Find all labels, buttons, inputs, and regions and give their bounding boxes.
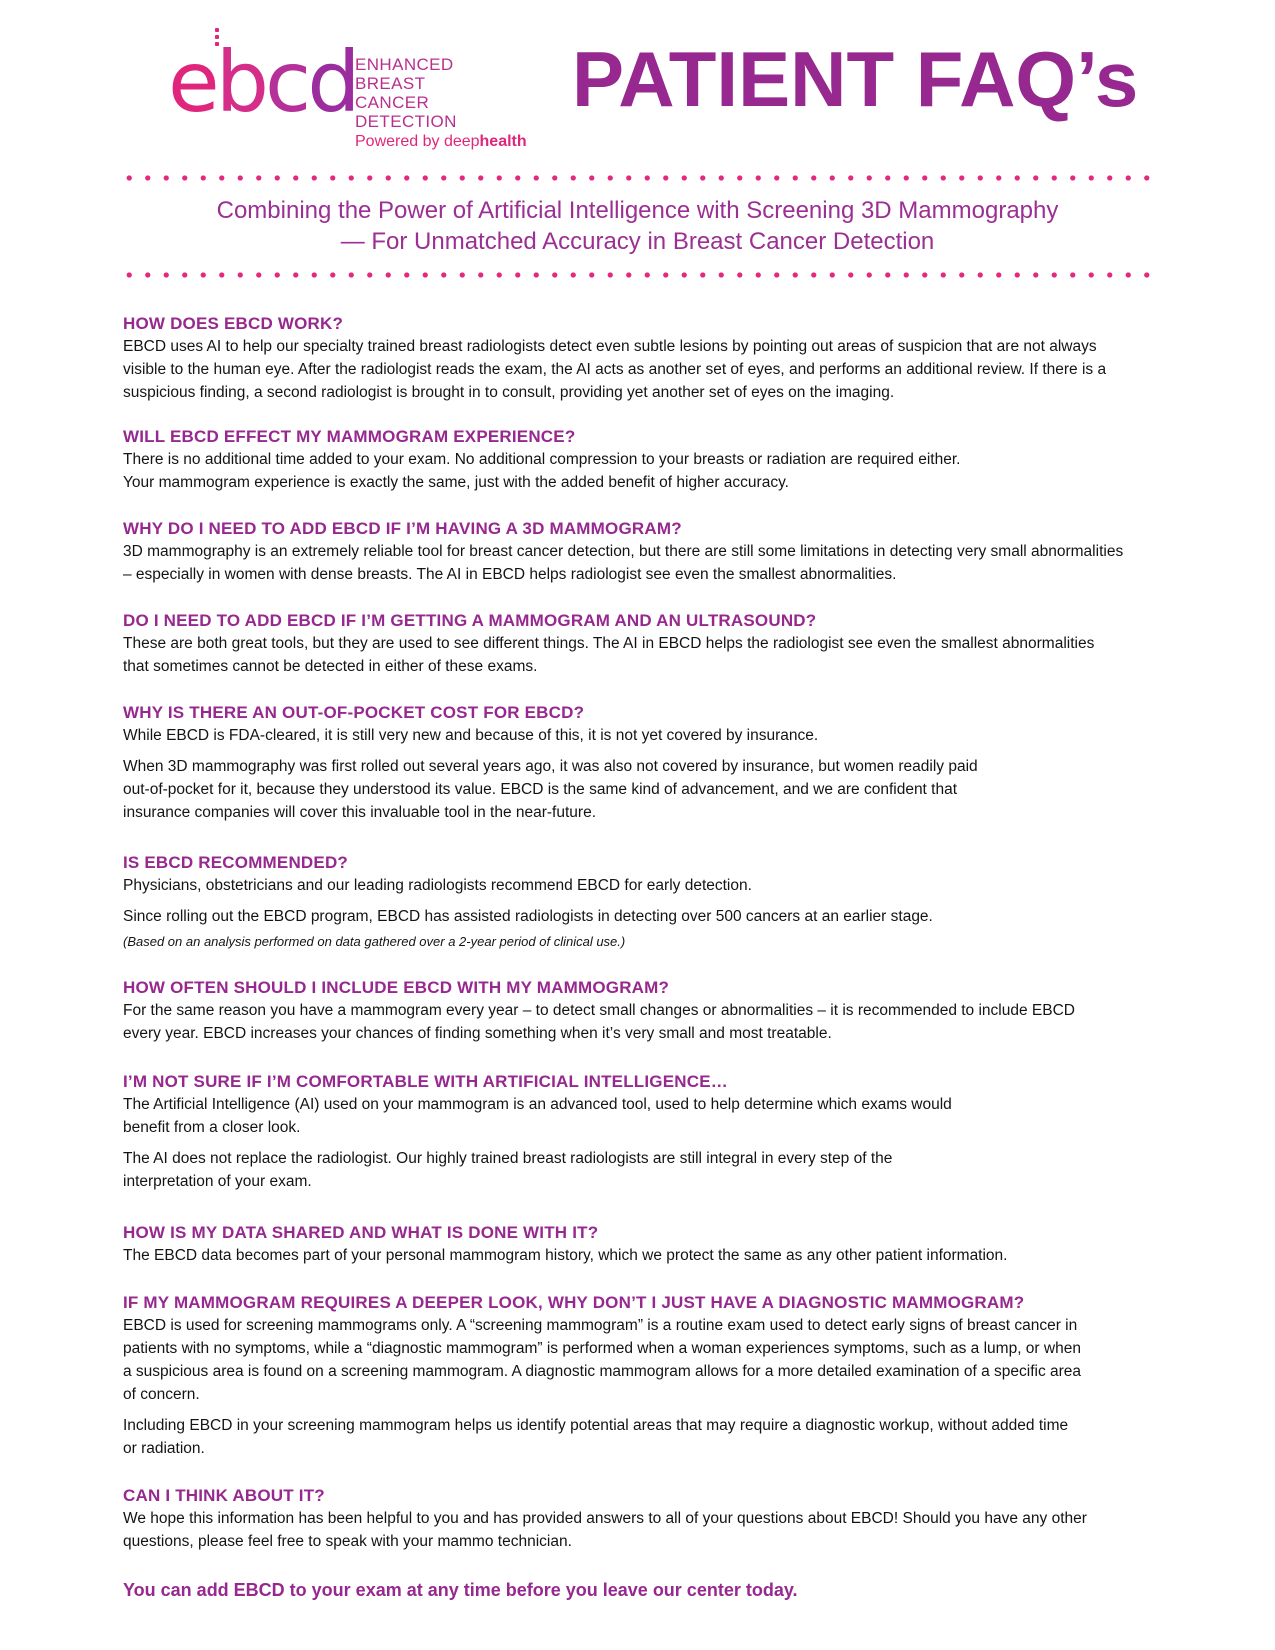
faq-answer: While EBCD is FDA-cleared, it is still very new and because of this, it is not yet covered by insurance. — [123, 727, 819, 744]
faq-answer: We hope this information has been helpful to you and has provided answers to all of your questions about EBCD! Should you have any other questions, please feel free to speak with your mammo technician. — [123, 1510, 1087, 1550]
faq-answer: These are both great tools, but they are used to see different things. The AI in EBCD helps the radiologist see even the smallest abnormalities that sometimes cannot be detected in either of these exams. — [123, 635, 1095, 675]
faq-question: HOW DOES EBCD WORK? — [123, 314, 344, 333]
closing-statement: You can add EBCD to your exam at any time before you leave our center today. — [123, 1580, 798, 1600]
faq-question: DO I NEED TO ADD EBCD IF I’M GETTING A MAMMOGRAM AND AN ULTRASOUND? — [123, 611, 817, 630]
logo-line-2: CANCER DETECTION — [355, 93, 457, 131]
faq-answer: EBCD uses AI to help our specialty trained breast radiologists detect even subtle lesions by pointing out areas of suspicion that are not always visible to the human eye. After the radiologist reads the exam, the AI acts as another set of eyes, and performs an additional review. If there is a suspicious finding, a second radiologist is brought in to consult, providing yet another set of eyes on the imaging. — [123, 338, 1107, 401]
faq-item — [123, 1485, 1163, 1553]
faq-answer: EBCD is used for screening mammograms only. A “screening mammogram” is a routine exam used to detect early signs of breast cancer in patients with no symptoms, while a “diagnostic mammogram” is performed when a woman experiences symptoms, such as a lump, or when a suspicious area is found on a screening mammogram. A diagnostic mammogram allows for a more detailed examination of a specific area of concern. — [123, 1317, 1082, 1403]
faq-answer: Including EBCD in your screening mammogram helps us identify potential areas that may require a diagnostic workup, without added time or radiation. — [123, 1417, 1069, 1457]
faq-question: WHY IS THERE AN OUT-OF-POCKET COST FOR EBCD? — [123, 703, 585, 722]
powered-by-prefix: Powered by deep — [355, 133, 480, 150]
faq-answer: When 3D mammography was first rolled out several years ago, it was also not covered by insurance, but women readily paid out-of-pocket for it, because they understood its value. EBCD is the same kind of advancement, and we are confident that insurance companies will cover this invaluable tool in the near-future. — [123, 758, 978, 821]
faq-question: WHY DO I NEED TO ADD EBCD IF I’M HAVING A 3D MAMMOGRAM? — [123, 519, 682, 538]
page-title: PATIENT FAQ’s — [572, 35, 1139, 123]
faq-item — [123, 610, 1163, 678]
faq-answer: Since rolling out the EBCD program, EBCD has assisted radiologists in detecting over 500 cancers at an earlier stage. — [123, 908, 933, 925]
faq-question: I’M NOT SURE IF I’M COMFORTABLE WITH ARTIFICIAL INTELLIGENCE… — [123, 1072, 728, 1091]
faq-footnote: (Based on an analysis performed on data gathered over a 2-year period of clinical use.) — [123, 934, 626, 949]
faq-answer: The Artificial Intelligence (AI) used on your mammogram is an advanced tool, used to help determine which exams would benefit from a closer look. — [123, 1096, 952, 1136]
ebcd-logo — [168, 33, 528, 150]
faq-answer: For the same reason you have a mammogram every year – to detect small changes or abnormalities – it is recommended to include EBCD every year. EBCD increases your chances of finding something when it’s very small and most treatable. — [123, 1002, 1075, 1042]
faq-item — [123, 518, 1163, 586]
tagline-line-1: Combining the Power of Artificial Intelligence with Screening 3D Mammography — [216, 197, 1059, 224]
tagline — [0, 195, 1275, 257]
faq-question: HOW IS MY DATA SHARED AND WHAT IS DONE WITH IT? — [123, 1223, 599, 1242]
dotted-divider-top — [120, 175, 1156, 181]
faq-answer: The AI does not replace the radiologist. Our highly trained breast radiologists are still integral in every step of the interpretation of your exam. — [123, 1150, 893, 1190]
faq-item — [123, 702, 1163, 824]
dotted-divider-bottom — [120, 272, 1156, 278]
faq-question: IF MY MAMMOGRAM REQUIRES A DEEPER LOOK, WHY DON’T I JUST HAVE A DIAGNOSTIC MAMMOGRAM? — [123, 1293, 1025, 1312]
faq-item — [123, 977, 1163, 1045]
faq-answer: There is no additional time added to your exam. No additional compression to your breasts or radiation are required either. Your mammogram experience is exactly the same, just with the added benefit of higher accuracy. — [123, 451, 961, 491]
faq-item — [123, 852, 1163, 952]
logo-wordmark: ebcd — [168, 33, 357, 131]
faq-item — [123, 1222, 1163, 1267]
logo-text — [355, 55, 528, 153]
faq-answer: The EBCD data becomes part of your personal mammogram history, which we protect the same as any other patient information. — [123, 1247, 1008, 1264]
header — [0, 0, 1275, 150]
faq-item — [123, 1071, 1163, 1193]
logo-line-1: ENHANCED BREAST — [355, 55, 454, 93]
faq-item — [123, 1292, 1163, 1460]
powered-by-brand: health — [479, 133, 527, 150]
faq-item — [123, 313, 1163, 404]
faq-answer: Physicians, obstetricians and our leading radiologists recommend EBCD for early detection. — [123, 877, 752, 894]
faq-question: WILL EBCD EFFECT MY MAMMOGRAM EXPERIENCE? — [123, 427, 576, 446]
faq-question: IS EBCD RECOMMENDED? — [123, 853, 349, 872]
tagline-line-2: — For Unmatched Accuracy in Breast Cancer Detection — [340, 228, 935, 255]
faq-item — [123, 426, 1163, 494]
faq-question: CAN I THINK ABOUT IT? — [123, 1486, 325, 1505]
faq-question: HOW OFTEN SHOULD I INCLUDE EBCD WITH MY MAMMOGRAM? — [123, 978, 670, 997]
faq-answer: 3D mammography is an extremely reliable tool for breast cancer detection, but there are still some limitations in detecting very small abnormalities – especially in women with dense breasts. The AI in EBCD helps radiologist see even the smallest abnormalities. — [123, 543, 1124, 583]
logo-powered-by — [355, 131, 528, 153]
